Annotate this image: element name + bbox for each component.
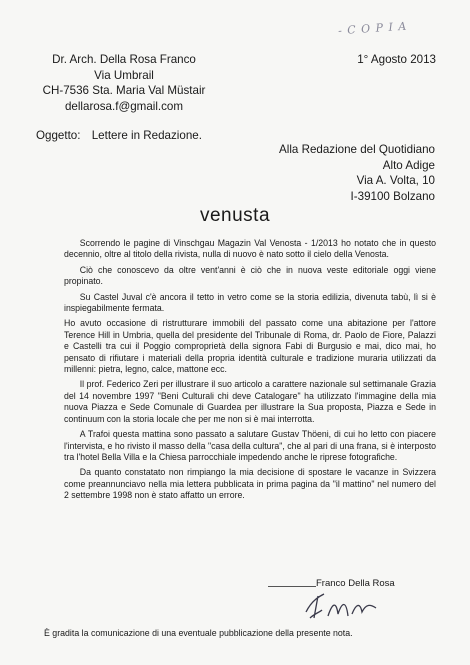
body-paragraph: Su Castel Juval c'è ancora il tetto in vetro come se la storia edilizia, divenuta tabù, lì si è inspiegabilmente fermata. — [64, 291, 436, 314]
body-paragraph: Da quanto constatato non rimpiango la mia decisione di spostare le vacanze in Svizzera come preannunciavo nella mia lettera pubblicata in prima pagina da "il mattino" nel numero del 2 settembre 1998 non è stato affatto un errore. — [64, 467, 436, 501]
signature-name: Franco Della Rosa — [316, 578, 395, 589]
body-paragraph: A Trafoi questa mattina sono passato a salutare Gustav Thöeni, di cui ho letto con piacere l'intervista, e ho rivisto il masso della "casa della cultura", che al pari di una frana, si è interposto tra l'hotel Bella Villa e la Chiesa parrocchiale impedendo anche le riprese fotografiche. — [64, 429, 436, 462]
body-paragraph: Ho avuto occasione di ristrutturare immobili del passato come una abitazione per l'attore Terence Hill in Umbria, quella del presidente del Tribunale di Roma, dr. Paolo de Fiore, Palazzi e Castelli tra cui il Poggio comproprietà della signora Fabi di Burgusio e mai, dico mai, ho pensato di rifiutare i materiali della propria identità culturale e tradizione muraria utilizzati da millenni: pietra, legno, calce, mattone ecc. — [64, 318, 436, 375]
subject-line — [36, 129, 202, 142]
footnote: È gradita la comunicazione di una eventuale pubblicazione della presente nota. — [44, 628, 353, 638]
sender-block — [34, 52, 214, 114]
sender-name: Dr. Arch. Della Rosa Franco — [52, 53, 196, 66]
sender-street: Via Umbrail — [94, 68, 154, 82]
recipient-block — [279, 142, 435, 204]
subject-label: Oggetto: — [36, 129, 81, 142]
copy-annotation: - C O P I A — [337, 19, 408, 38]
letter-title: venusta — [199, 205, 271, 226]
letter-body — [64, 238, 436, 506]
sender-city: CH-7536 Sta. Maria Val Müstair — [42, 84, 206, 97]
body-paragraph: Il prof. Federico Zeri per illustrare il suo articolo a carattere nazionale sul settimanale Grazia del 14 novembre 1997 "Beni Culturali chi deve Catalogare" ha utilizzato l'immagine della mia nuova Piazza e Sede Comunale di Guardea per illustrare la Sua proposta, Piazza e Sede in continuum con la storia locale che per me non si è mai interrotta. — [64, 379, 436, 424]
recipient-line-2: Alto Adige — [382, 158, 435, 172]
letter-date: 1° Agosto 2013 — [357, 53, 436, 66]
recipient-line-1: Alla Redazione del Quotidiano — [279, 143, 435, 156]
sender-email: dellarosa.f@gmail.com — [64, 99, 184, 113]
subject-text: Lettere in Redazione. — [91, 129, 202, 142]
recipient-line-4: I-39100 Bolzano — [350, 189, 435, 203]
signature-dash — [268, 586, 316, 587]
body-paragraph: Scorrendo le pagine di Vinschgau Magazin Val Venosta - 1/2013 ho notato che in questo decennio, oltre al titolo della rivista, nulla di nuovo è nato sotto il cielo della Venosta. — [64, 238, 436, 260]
body-paragraph: Ciò che conoscevo da oltre vent'anni è ciò che in nuova veste editoriale oggi viene propinato. — [64, 264, 436, 287]
recipient-line-3: Via A. Volta, 10 — [356, 174, 435, 187]
handwritten-signature — [300, 590, 390, 622]
